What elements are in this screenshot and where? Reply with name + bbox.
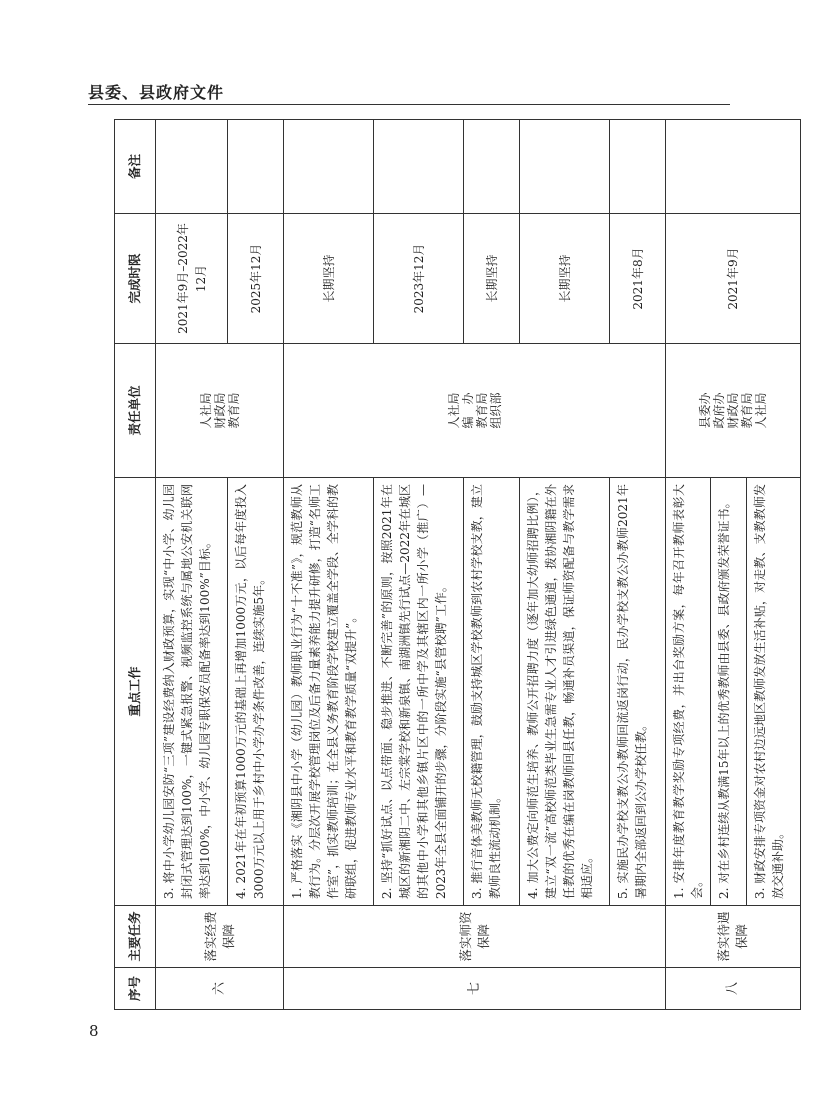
deadline-cell: 2023年12月	[374, 214, 464, 344]
table-row	[156, 120, 228, 1010]
deadline-cell: 2021年9月–2022年12月	[156, 214, 228, 344]
col-work: 重点工作	[115, 478, 156, 906]
task-cell: 落实经费保障	[156, 906, 284, 968]
deadline-cell: 2025年12月	[228, 214, 284, 344]
seq-cell: 六	[156, 968, 284, 1010]
unit-cell	[666, 344, 801, 478]
unit-line: 政府办	[712, 392, 726, 429]
note-cell	[610, 120, 666, 214]
work-cell: 5. 实施民办学校支教公办教师回流返岗行动，民办学校支教公办教师2021年暑期内全部返回到公办学校任教。	[610, 478, 666, 906]
unit-line: 财政局	[726, 392, 740, 429]
seq-cell: 八	[666, 968, 801, 1010]
unit-line: 教育局	[740, 392, 754, 429]
task-cell: 落实师资保障	[284, 906, 666, 968]
work-cell: 3. 推行音体美教师无校籍管理，鼓励支持城区学校教师到农村学校支教，建立教师良性流动机制。	[464, 478, 520, 906]
work-cell: 1. 安排年度教育教学奖励专项经费，并出台奖励方案，每年召开教师表彰大会。	[666, 478, 711, 906]
unit-line: 编 办	[460, 392, 475, 429]
unit-line: 财政局	[212, 392, 227, 429]
work-cell: 2. 坚持“抓好试点、以点带面、稳步推进、不断完善”的原则，按照2021年在城区的新湘阴二中、左宗棠学校和新泉镇、南湖洲镇先行试点—2022年在城区的其他中小学和其他乡镇片区中的一所中学及其辖区内一所小学（推广）—2023年全县全面铺开的步骤，分阶段实施“县管校聘”工作。	[374, 478, 464, 906]
table-row	[374, 120, 464, 1010]
note-cell	[284, 120, 374, 214]
col-seq: 序号	[115, 968, 156, 1010]
unit-line: 人社局	[198, 392, 213, 429]
unit-line: 教育局	[474, 392, 489, 429]
table-row	[666, 120, 711, 1010]
task-cell: 落实待遇保障	[666, 906, 801, 968]
unit-line: 教育局	[226, 392, 241, 429]
unit-line: 人社局	[446, 392, 461, 429]
table-row	[464, 120, 520, 1010]
work-cell: 1. 严格落实《湘阴县中小学（幼儿园）教师职业行为“十不准”》，规范教师从教行为。分层次开展学校管理岗位及后备力量素养能力提升研修，打造“名师工作室”，抓实教师培训；在全县义务教育阶段学校建立覆盖全学段、全学科的教研联组，促进教师专业水平和教育教学质量“双提升”。	[284, 478, 374, 906]
note-cell	[156, 120, 228, 214]
deadline-cell: 长期坚持	[464, 214, 520, 344]
unit-line: 人社局	[754, 392, 768, 429]
document-header: 县委、县政府文件	[88, 83, 225, 102]
note-cell	[666, 120, 801, 214]
table-row	[610, 120, 666, 1010]
table-row	[228, 120, 284, 1010]
note-cell	[228, 120, 284, 214]
work-cell: 3. 将中小学幼儿园安防“三项”建设经费纳入财政预算，实现“中小学、幼儿园封闭式管理达到100%，一键式紧急报警、视频监控系统与属地公安机关联网率达到100%，中小学、幼儿园专职保安员配备率达到100%”目标。	[156, 478, 228, 906]
task-table	[114, 119, 801, 1010]
page-number: 8	[89, 1022, 99, 1040]
table-row	[284, 120, 374, 1010]
col-task: 主要任务	[115, 906, 156, 968]
work-cell: 4. 加大公费定向师范生培养、教师公开招聘力度（逐年加大幼师招聘比例），建立“双一流”高校师范类毕业生急需专业人才引进绿色通道，拨协湘阴籍在外任教的优秀在编在岗教师回县任教，畅通补员渠道，保证师资配备与教学需求相适应。	[520, 478, 610, 906]
rotated-table-area	[114, 120, 785, 1010]
deadline-cell: 长期坚持	[520, 214, 610, 344]
table-header-row	[115, 120, 156, 1010]
work-cell: 3. 财政安排专项资金对农村边远地区教师发放生活补贴，对走教、支教教师发放交通补助。	[747, 478, 801, 906]
header-divider	[88, 104, 730, 105]
work-cell: 2. 对在乡村连续从教满15年以上的优秀教师由县委、县政府颁发荣誉证书。	[711, 478, 747, 906]
deadline-cell: 2021年8月	[610, 214, 666, 344]
col-unit: 责任单位	[115, 344, 156, 478]
deadline-cell: 2021年9月	[666, 214, 801, 344]
note-cell	[520, 120, 610, 214]
col-deadline: 完成时限	[115, 214, 156, 344]
note-cell	[464, 120, 520, 214]
unit-line: 县委办	[698, 392, 712, 429]
unit-cell	[156, 344, 284, 478]
work-cell: 4. 2021年在年初预算1000万元的基础上再增加1000万元，以后每年度投入3000万元以上用于乡村中小学办学条件改善，连续实施5年。	[228, 478, 284, 906]
note-cell	[374, 120, 464, 214]
col-note: 备注	[115, 120, 156, 214]
table-row	[520, 120, 610, 1010]
deadline-cell: 长期坚持	[284, 214, 374, 344]
unit-cell	[284, 344, 666, 478]
unit-line: 组织部	[488, 392, 503, 429]
seq-cell: 七	[284, 968, 666, 1010]
